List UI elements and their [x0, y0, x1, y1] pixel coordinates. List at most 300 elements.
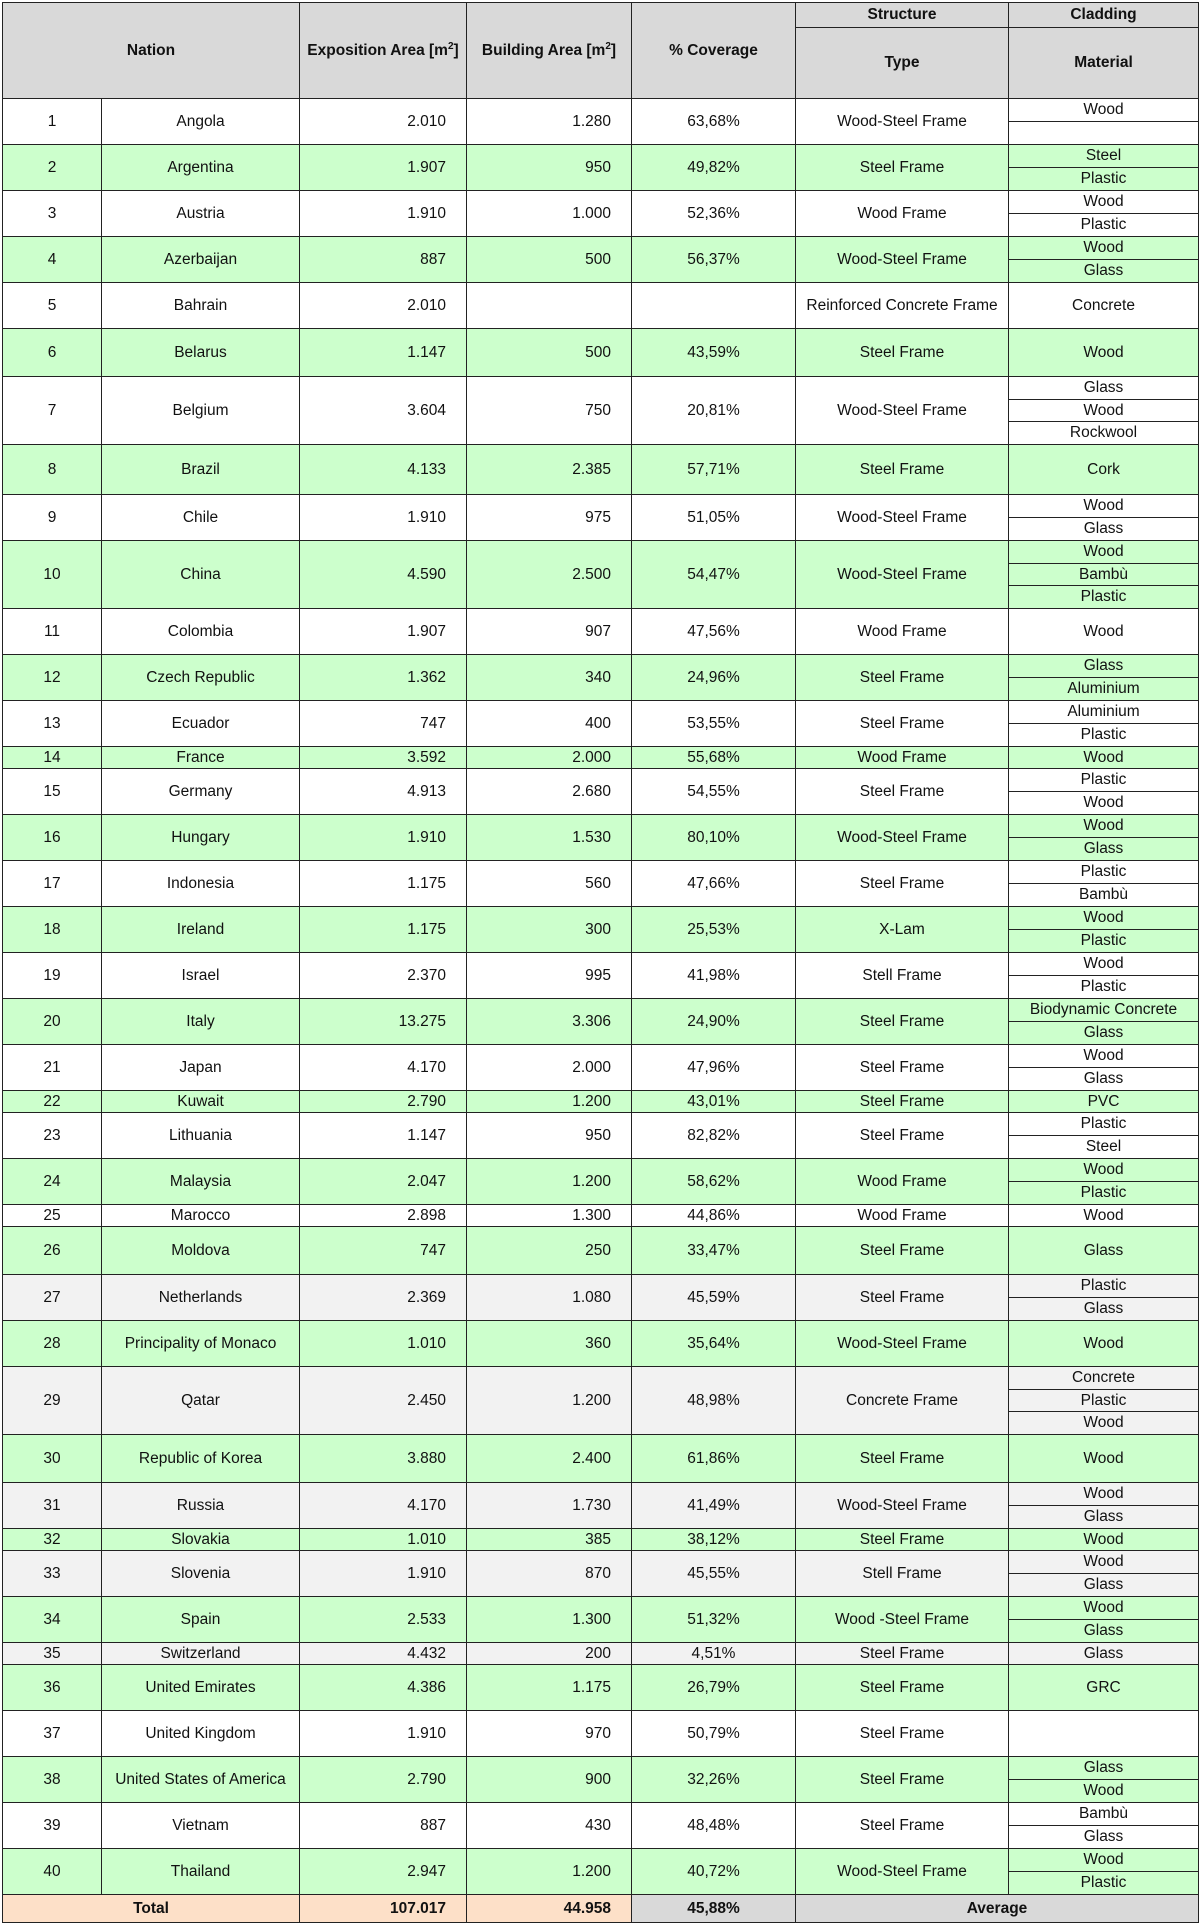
- material-item: Plastic: [1009, 975, 1198, 998]
- cladding-material-cell: [1009, 495, 1199, 541]
- index-cell: 34: [3, 1597, 102, 1643]
- structure-type-cell: Reinforced Concrete Frame: [796, 283, 1009, 329]
- building-area-cell: 500: [467, 237, 632, 283]
- total-row: [3, 1895, 1199, 1923]
- coverage-cell: 49,82%: [632, 145, 796, 191]
- cladding-material-cell: GRC: [1009, 1665, 1199, 1711]
- index-cell: 25: [3, 1205, 102, 1227]
- table-row: [3, 1205, 1199, 1227]
- index-cell: 5: [3, 283, 102, 329]
- exposition-area-cell: 2.790: [300, 1757, 467, 1803]
- index-cell: 31: [3, 1483, 102, 1529]
- total-exposition-area: 107.017: [300, 1895, 467, 1923]
- building-area-cell: 750: [467, 377, 632, 445]
- building-area-cell: [467, 283, 632, 329]
- material-item: Glass: [1009, 1573, 1198, 1596]
- material-item: Wood: [1083, 1599, 1124, 1616]
- building-area-cell: 900: [467, 1757, 632, 1803]
- cladding-material-cell: [1009, 1849, 1199, 1895]
- index-cell: 18: [3, 907, 102, 953]
- header-exposition-area: Exposition Area $[m^2]$: [300, 3, 467, 99]
- structure-type-cell: Steel Frame: [796, 1113, 1009, 1159]
- coverage-cell: 54,55%: [632, 769, 796, 815]
- index-cell: 7: [3, 377, 102, 445]
- exposition-area-cell: 1.175: [300, 907, 467, 953]
- total-building-area: 44.958: [467, 1895, 632, 1923]
- structure-type-cell: Steel Frame: [796, 145, 1009, 191]
- material-item: [1009, 121, 1198, 144]
- nation-cell: Brazil: [102, 445, 300, 495]
- header-cladding: Cladding: [1009, 3, 1199, 28]
- exposition-area-cell: 4.432: [300, 1643, 467, 1665]
- building-area-cell: 2.000: [467, 1045, 632, 1091]
- building-area-cell: 500: [467, 329, 632, 377]
- nation-cell: Switzerland: [102, 1643, 300, 1665]
- coverage-cell: 32,26%: [632, 1757, 796, 1803]
- index-cell: 26: [3, 1227, 102, 1275]
- exposition-area-cell: 2.898: [300, 1205, 467, 1227]
- exposition-area-cell: 4.386: [300, 1665, 467, 1711]
- total-label: Total: [3, 1895, 300, 1923]
- header-nation: Nation: [3, 3, 300, 99]
- exposition-area-cell: 2.047: [300, 1159, 467, 1205]
- building-area-cell: 1.000: [467, 191, 632, 237]
- structure-type-cell: Steel Frame: [796, 1757, 1009, 1803]
- index-cell: 33: [3, 1551, 102, 1597]
- index-cell: 22: [3, 1091, 102, 1113]
- exposition-area-cell: 1.907: [300, 145, 467, 191]
- material-item: Plastic: [1009, 167, 1198, 190]
- structure-type-cell: Steel Frame: [796, 1665, 1009, 1711]
- nation-cell: Israel: [102, 953, 300, 999]
- cladding-material-cell: Wood: [1009, 1321, 1199, 1367]
- cladding-material-cell: [1009, 541, 1199, 609]
- nation-cell: Colombia: [102, 609, 300, 655]
- structure-type-cell: Steel Frame: [796, 999, 1009, 1045]
- material-item: Bambù: [1009, 883, 1198, 906]
- exposition-area-cell: 887: [300, 1803, 467, 1849]
- cladding-material-cell: [1009, 1367, 1199, 1435]
- average-label: Average: [796, 1895, 1199, 1923]
- index-cell: 29: [3, 1367, 102, 1435]
- index-cell: 21: [3, 1045, 102, 1091]
- table-row: [3, 1435, 1199, 1483]
- table-row: [3, 495, 1199, 541]
- exposition-area-cell: 1.910: [300, 815, 467, 861]
- cladding-material-cell: [1009, 237, 1199, 283]
- material-item: Biodynamic Concrete: [1029, 1001, 1178, 1018]
- building-area-cell: 400: [467, 701, 632, 747]
- index-cell: 16: [3, 815, 102, 861]
- index-cell: 8: [3, 445, 102, 495]
- structure-type-cell: Wood-Steel Frame: [796, 815, 1009, 861]
- coverage-cell: 24,90%: [632, 999, 796, 1045]
- building-area-cell: 950: [467, 145, 632, 191]
- coverage-cell: 43,59%: [632, 329, 796, 377]
- index-cell: 20: [3, 999, 102, 1045]
- nation-cell: Germany: [102, 769, 300, 815]
- building-area-cell: 2.680: [467, 769, 632, 815]
- index-cell: 32: [3, 1529, 102, 1551]
- average-coverage: 45,88%: [632, 1895, 796, 1923]
- building-area-cell: 2.385: [467, 445, 632, 495]
- material-item: Wood: [1083, 955, 1124, 972]
- material-item: Plastic: [1009, 1871, 1198, 1894]
- structure-type-cell: Wood Frame: [796, 1159, 1009, 1205]
- structure-type-cell: Wood Frame: [796, 609, 1009, 655]
- index-cell: 17: [3, 861, 102, 907]
- material-item: Glass: [1009, 837, 1198, 860]
- exposition-area-cell: 747: [300, 701, 467, 747]
- coverage-cell: 45,55%: [632, 1551, 796, 1597]
- exposition-area-cell: 4.913: [300, 769, 467, 815]
- coverage-cell: 51,05%: [632, 495, 796, 541]
- pavilion-table: [2, 2, 1199, 1923]
- material-item: Wood: [1083, 193, 1124, 210]
- exposition-area-cell: 4.590: [300, 541, 467, 609]
- header-building-area: Building Area $[m^2]$: [467, 3, 632, 99]
- table-row: [3, 1321, 1199, 1367]
- cladding-material-cell: [1009, 861, 1199, 907]
- table-row: [3, 1091, 1199, 1113]
- nation-cell: Marocco: [102, 1205, 300, 1227]
- building-area-cell: 1.175: [467, 1665, 632, 1711]
- cladding-material-cell: [1009, 1551, 1199, 1597]
- material-item: Plastic: [1009, 1181, 1198, 1204]
- cladding-material-cell: [1009, 999, 1199, 1045]
- structure-type-cell: Wood-Steel Frame: [796, 495, 1009, 541]
- coverage-cell: 48,48%: [632, 1803, 796, 1849]
- table-row: [3, 145, 1199, 191]
- material-item: Wood: [1083, 1047, 1124, 1064]
- nation-cell: Qatar: [102, 1367, 300, 1435]
- index-cell: 30: [3, 1435, 102, 1483]
- coverage-cell: 38,12%: [632, 1529, 796, 1551]
- building-area-cell: 300: [467, 907, 632, 953]
- index-cell: 3: [3, 191, 102, 237]
- cladding-material-cell: Glass: [1009, 1227, 1199, 1275]
- material-item: Wood: [1083, 909, 1124, 926]
- structure-type-cell: Wood-Steel Frame: [796, 377, 1009, 445]
- coverage-cell: 47,66%: [632, 861, 796, 907]
- material-item: Plastic: [1080, 1115, 1127, 1132]
- material-item: Bambù: [1078, 1805, 1129, 1822]
- nation-cell: France: [102, 747, 300, 769]
- building-area-cell: 2.400: [467, 1435, 632, 1483]
- table-row: [3, 769, 1199, 815]
- table-row: [3, 237, 1199, 283]
- index-cell: 10: [3, 541, 102, 609]
- exposition-area-cell: 1.010: [300, 1529, 467, 1551]
- building-area-cell: 560: [467, 861, 632, 907]
- coverage-cell: 45,59%: [632, 1275, 796, 1321]
- coverage-cell: 26,79%: [632, 1665, 796, 1711]
- exposition-area-cell: 1.147: [300, 1113, 467, 1159]
- cladding-material-cell: Cork: [1009, 445, 1199, 495]
- building-area-cell: 360: [467, 1321, 632, 1367]
- cladding-material-cell: [1009, 377, 1199, 445]
- structure-type-cell: Steel Frame: [796, 445, 1009, 495]
- material-item: Wood: [1009, 791, 1198, 814]
- material-item: Plastic: [1009, 929, 1198, 952]
- structure-type-cell: Wood-Steel Frame: [796, 1321, 1009, 1367]
- material-item: Wood: [1083, 101, 1124, 118]
- index-cell: 12: [3, 655, 102, 701]
- coverage-cell: 50,79%: [632, 1711, 796, 1757]
- exposition-area-cell: 3.880: [300, 1435, 467, 1483]
- structure-type-cell: Steel Frame: [796, 861, 1009, 907]
- structure-type-cell: Wood Frame: [796, 1205, 1009, 1227]
- coverage-cell: 82,82%: [632, 1113, 796, 1159]
- nation-cell: Thailand: [102, 1849, 300, 1895]
- nation-cell: Italy: [102, 999, 300, 1045]
- exposition-area-cell: 13.275: [300, 999, 467, 1045]
- structure-type-cell: Steel Frame: [796, 1711, 1009, 1757]
- table-row: [3, 1711, 1199, 1757]
- cladding-material-cell: Wood: [1009, 1435, 1199, 1483]
- coverage-cell: 25,53%: [632, 907, 796, 953]
- material-item: Rockwool: [1009, 421, 1198, 444]
- coverage-cell: 40,72%: [632, 1849, 796, 1895]
- coverage-cell: 35,64%: [632, 1321, 796, 1367]
- exposition-area-cell: 2.370: [300, 953, 467, 999]
- table-body: [3, 99, 1199, 1895]
- structure-type-cell: Wood-Steel Frame: [796, 99, 1009, 145]
- nation-cell: Vietnam: [102, 1803, 300, 1849]
- nation-cell: Argentina: [102, 145, 300, 191]
- nation-cell: Principality of Monaco: [102, 1321, 300, 1367]
- building-area-cell: 970: [467, 1711, 632, 1757]
- building-area-cell: 3.306: [467, 999, 632, 1045]
- index-cell: 39: [3, 1803, 102, 1849]
- index-cell: 36: [3, 1665, 102, 1711]
- table-row: [3, 1227, 1199, 1275]
- table-row: [3, 953, 1199, 999]
- building-area-cell: 1.300: [467, 1205, 632, 1227]
- index-cell: 9: [3, 495, 102, 541]
- header-structure: Structure: [796, 3, 1009, 28]
- cladding-material-cell: [1009, 1803, 1199, 1849]
- structure-type-cell: Stell Frame: [796, 953, 1009, 999]
- building-area-cell: 1.730: [467, 1483, 632, 1529]
- index-cell: 11: [3, 609, 102, 655]
- table-row: [3, 1757, 1199, 1803]
- material-item: Glass: [1009, 1505, 1198, 1528]
- material-item: Aluminium: [1009, 677, 1198, 700]
- structure-type-cell: Steel Frame: [796, 769, 1009, 815]
- material-item: Glass: [1009, 259, 1198, 282]
- material-item: Wood: [1083, 817, 1124, 834]
- nation-cell: Ecuador: [102, 701, 300, 747]
- building-area-cell: 1.200: [467, 1159, 632, 1205]
- exposition-area-cell: 3.592: [300, 747, 467, 769]
- coverage-cell: 63,68%: [632, 99, 796, 145]
- cladding-material-cell: [1009, 1597, 1199, 1643]
- coverage-cell: 47,96%: [632, 1045, 796, 1091]
- table-row: [3, 1275, 1199, 1321]
- building-area-cell: 950: [467, 1113, 632, 1159]
- exposition-area-cell: 1.907: [300, 609, 467, 655]
- building-area-cell: 1.530: [467, 815, 632, 861]
- material-item: Plastic: [1080, 1277, 1127, 1294]
- structure-type-cell: Steel Frame: [796, 329, 1009, 377]
- nation-cell: Chile: [102, 495, 300, 541]
- index-cell: 6: [3, 329, 102, 377]
- table-row: [3, 701, 1199, 747]
- exposition-area-cell: 4.133: [300, 445, 467, 495]
- material-item: Bambù: [1009, 563, 1198, 586]
- material-item: Glass: [1009, 517, 1198, 540]
- cladding-material-cell: [1009, 1483, 1199, 1529]
- building-area-cell: 250: [467, 1227, 632, 1275]
- cladding-material-cell: [1009, 1275, 1199, 1321]
- cladding-material-cell: [1009, 1757, 1199, 1803]
- table-row: [3, 377, 1199, 445]
- material-item: Glass: [1083, 378, 1124, 396]
- coverage-cell: 57,71%: [632, 445, 796, 495]
- table-row: [3, 283, 1199, 329]
- nation-cell: Russia: [102, 1483, 300, 1529]
- cladding-material-cell: Concrete: [1009, 283, 1199, 329]
- coverage-cell: 47,56%: [632, 609, 796, 655]
- index-cell: 4: [3, 237, 102, 283]
- coverage-cell: 33,47%: [632, 1227, 796, 1275]
- exposition-area-cell: 1.910: [300, 191, 467, 237]
- exposition-area-cell: 747: [300, 1227, 467, 1275]
- coverage-cell: [632, 283, 796, 329]
- nation-cell: United States of America: [102, 1757, 300, 1803]
- material-item: Wood: [1083, 1851, 1124, 1868]
- structure-type-cell: Stell Frame: [796, 1551, 1009, 1597]
- table-row: [3, 1113, 1199, 1159]
- material-item: Plastic: [1009, 723, 1198, 746]
- material-item: Glass: [1083, 657, 1124, 674]
- structure-type-cell: Steel Frame: [796, 1803, 1009, 1849]
- exposition-area-cell: 1.910: [300, 495, 467, 541]
- index-cell: 15: [3, 769, 102, 815]
- table-row: [3, 1159, 1199, 1205]
- structure-type-cell: Steel Frame: [796, 1227, 1009, 1275]
- table-row: [3, 329, 1199, 377]
- table-row: [3, 1597, 1199, 1643]
- building-area-cell: 1.280: [467, 99, 632, 145]
- exposition-area-cell: 2.010: [300, 283, 467, 329]
- building-area-cell: 1.200: [467, 1367, 632, 1435]
- nation-cell: Netherlands: [102, 1275, 300, 1321]
- header-coverage: % Coverage: [632, 3, 796, 99]
- exposition-area-cell: 4.170: [300, 1045, 467, 1091]
- index-cell: 37: [3, 1711, 102, 1757]
- material-item: Plastic: [1009, 585, 1198, 608]
- building-area-cell: 430: [467, 1803, 632, 1849]
- material-item: Glass: [1009, 1825, 1198, 1848]
- exposition-area-cell: 2.947: [300, 1849, 467, 1895]
- coverage-cell: 48,98%: [632, 1367, 796, 1435]
- building-area-cell: 1.080: [467, 1275, 632, 1321]
- exposition-area-cell: 887: [300, 237, 467, 283]
- exposition-area-cell: 1.010: [300, 1321, 467, 1367]
- index-cell: 19: [3, 953, 102, 999]
- coverage-cell: 4,51%: [632, 1643, 796, 1665]
- index-cell: 24: [3, 1159, 102, 1205]
- nation-cell: Bahrain: [102, 283, 300, 329]
- nation-cell: Kuwait: [102, 1091, 300, 1113]
- material-item: Wood: [1083, 497, 1124, 514]
- material-item: Wood: [1083, 239, 1124, 256]
- cladding-material-cell: Glass: [1009, 1643, 1199, 1665]
- structure-type-cell: Wood Frame: [796, 747, 1009, 769]
- coverage-cell: 52,36%: [632, 191, 796, 237]
- material-item: Wood: [1009, 1779, 1198, 1802]
- nation-cell: United Emirates: [102, 1665, 300, 1711]
- table-row: [3, 99, 1199, 145]
- nation-cell: Indonesia: [102, 861, 300, 907]
- coverage-cell: 80,10%: [632, 815, 796, 861]
- cladding-material-cell: Wood: [1009, 609, 1199, 655]
- cladding-material-cell: [1009, 1113, 1199, 1159]
- nation-cell: Japan: [102, 1045, 300, 1091]
- index-cell: 13: [3, 701, 102, 747]
- building-area-cell: 1.200: [467, 1091, 632, 1113]
- table-row: [3, 1529, 1199, 1551]
- material-item: Plastic: [1080, 771, 1127, 788]
- nation-cell: United Kingdom: [102, 1711, 300, 1757]
- exposition-area-cell: 1.910: [300, 1551, 467, 1597]
- table-row: [3, 655, 1199, 701]
- coverage-cell: 56,37%: [632, 237, 796, 283]
- exposition-area-cell: 2.533: [300, 1597, 467, 1643]
- table-row: [3, 1849, 1199, 1895]
- index-cell: 23: [3, 1113, 102, 1159]
- building-area-cell: 340: [467, 655, 632, 701]
- material-item: Wood: [1083, 1553, 1124, 1570]
- structure-type-cell: Wood-Steel Frame: [796, 237, 1009, 283]
- nation-cell: Belgium: [102, 377, 300, 445]
- table-row: [3, 747, 1199, 769]
- cladding-material-cell: Wood: [1009, 747, 1199, 769]
- structure-type-cell: Steel Frame: [796, 1091, 1009, 1113]
- nation-cell: China: [102, 541, 300, 609]
- structure-type-cell: Steel Frame: [796, 1435, 1009, 1483]
- nation-cell: Hungary: [102, 815, 300, 861]
- index-cell: 1: [3, 99, 102, 145]
- nation-cell: Ireland: [102, 907, 300, 953]
- cladding-material-cell: [1009, 145, 1199, 191]
- material-item: Glass: [1009, 1619, 1198, 1642]
- table-row: [3, 861, 1199, 907]
- cladding-material-cell: [1009, 191, 1199, 237]
- structure-type-cell: Steel Frame: [796, 1643, 1009, 1665]
- structure-type-cell: Steel Frame: [796, 1045, 1009, 1091]
- cladding-material-cell: [1009, 1711, 1199, 1757]
- nation-cell: Slovenia: [102, 1551, 300, 1597]
- exposition-area-cell: 2.010: [300, 99, 467, 145]
- building-area-cell: 2.000: [467, 747, 632, 769]
- cladding-material-cell: Wood: [1009, 1205, 1199, 1227]
- material-item: Plastic: [1080, 863, 1127, 880]
- cladding-material-cell: [1009, 815, 1199, 861]
- table-row: [3, 1551, 1199, 1597]
- table-row: [3, 609, 1199, 655]
- nation-cell: Slovakia: [102, 1529, 300, 1551]
- coverage-cell: 43,01%: [632, 1091, 796, 1113]
- exposition-area-cell: 1.910: [300, 1711, 467, 1757]
- header-type: Type: [796, 28, 1009, 99]
- coverage-cell: 55,68%: [632, 747, 796, 769]
- material-item: Wood: [1083, 542, 1124, 560]
- exposition-area-cell: 1.175: [300, 861, 467, 907]
- material-item: Glass: [1083, 1759, 1124, 1776]
